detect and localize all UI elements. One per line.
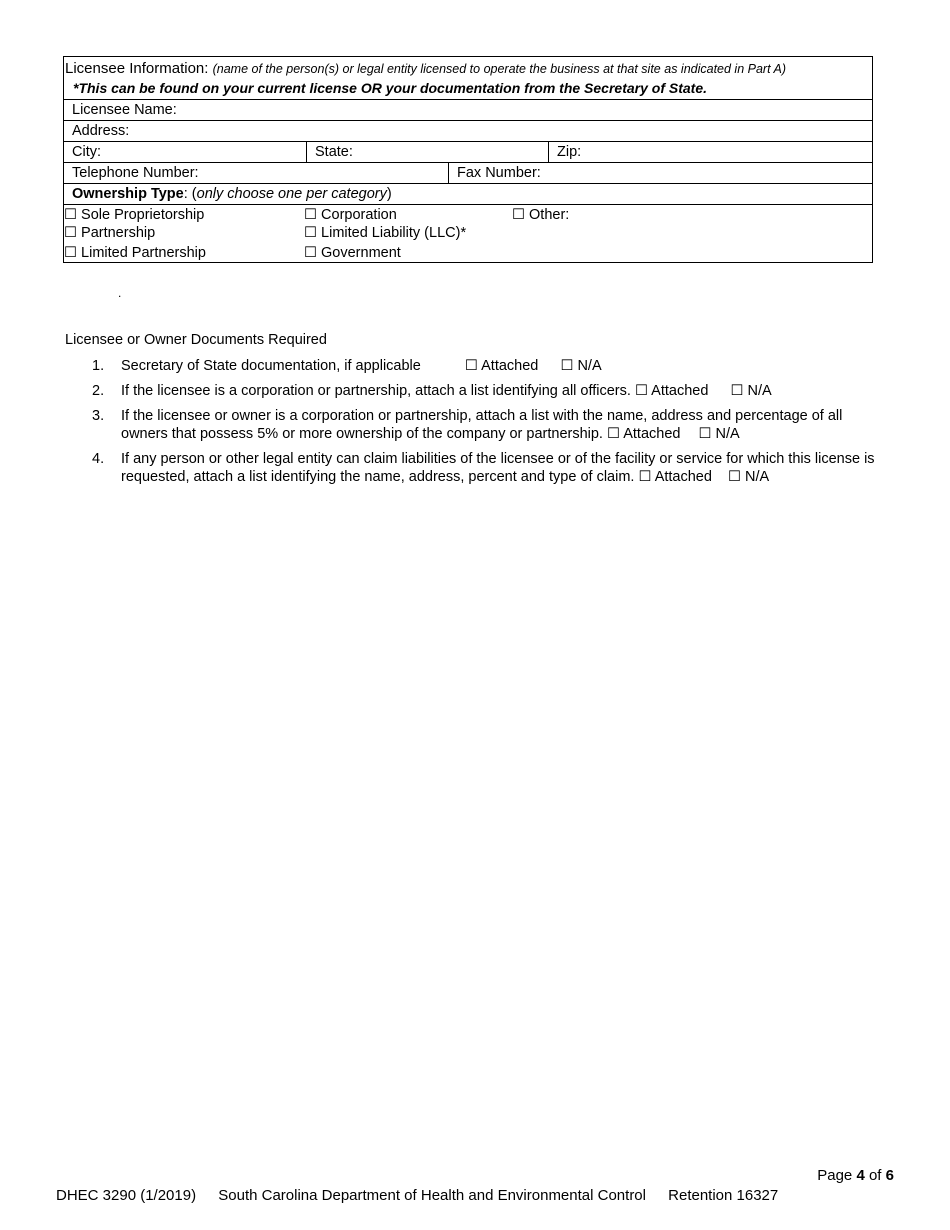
option-corporation[interactable]: ☐ Corporation (304, 207, 397, 223)
option-government[interactable]: ☐ Government (304, 245, 401, 261)
licensee-header (64, 57, 872, 99)
option-other[interactable]: ☐ Other: (512, 207, 570, 223)
item-number: 2. (92, 383, 105, 399)
na-checkbox[interactable]: ☐ N/A (698, 426, 740, 442)
zip-field[interactable] (548, 142, 872, 162)
attached-checkbox[interactable]: ☐ Attached (464, 358, 539, 374)
retention-code: Retention 16327 (668, 1187, 779, 1204)
agency-name: South Carolina Department of Health and Environmental Control (218, 1187, 646, 1204)
document-item-4 (90, 450, 890, 486)
state-label: State: (315, 144, 353, 160)
state-field[interactable] (306, 142, 548, 162)
form-id: DHEC 3290 (1/2019) (56, 1187, 197, 1204)
page-footer (56, 1187, 796, 1204)
ownership-options (64, 204, 872, 262)
item-number: 1. (92, 358, 105, 374)
page-indicator (817, 1167, 894, 1184)
page-prefix: Page (817, 1167, 853, 1184)
telephone-label: Telephone Number: (72, 165, 199, 181)
documents-title: Licensee or Owner Documents Required (65, 332, 327, 348)
item-text: If any person or other legal entity can claim liabilities of the licensee or of the facility or service for which this license is requested, attach a list identifying the name, address, percent and type of claim. (121, 451, 875, 485)
zip-label: Zip: (557, 144, 582, 160)
city-state-zip-row (64, 141, 872, 162)
licensee-name-row[interactable] (64, 99, 872, 120)
option-sole-proprietorship[interactable]: ☐ Sole Proprietorship (64, 207, 205, 223)
document-item-2 (90, 382, 890, 400)
document-item-3 (90, 407, 890, 443)
found-note: *This can be found on your current license OR your documentation from the Secretary of State. (73, 80, 707, 96)
attached-checkbox[interactable]: ☐ Attached (634, 383, 709, 399)
na-checkbox[interactable]: ☐ N/A (560, 358, 602, 374)
item-number: 3. (92, 408, 105, 424)
page-of: of (868, 1167, 882, 1184)
telephone-fax-row (64, 162, 872, 183)
licensee-heading: Licensee Information: (65, 60, 209, 77)
city-label: City: (72, 144, 101, 160)
attached-checkbox[interactable]: ☐ Attached (607, 426, 681, 442)
page-current: 4 (856, 1167, 865, 1184)
page-total: 6 (885, 1167, 894, 1184)
option-limited-partnership[interactable]: ☐ Limited Partnership (64, 245, 206, 261)
item-number: 4. (92, 451, 105, 467)
address-label: Address: (72, 123, 130, 139)
document-item-1 (90, 357, 890, 375)
option-limited-liability[interactable]: ☐ Limited Liability (LLC)* (304, 225, 467, 241)
fax-field[interactable] (448, 163, 872, 183)
licensee-heading-note: (name of the person(s) or legal entity licensed to operate the business at that site as indicated in Part A) (212, 62, 787, 76)
ownership-type-label: Ownership Type (72, 186, 184, 202)
telephone-field[interactable] (64, 163, 448, 183)
city-field[interactable] (64, 142, 306, 162)
na-checkbox[interactable]: ☐ N/A (730, 383, 772, 399)
item-text: If the licensee or owner is a corporation or partnership, attach a list with the name, address and percentage of all owners that possess 5% or more ownership of the company or partnership. (121, 408, 843, 442)
licensee-name-label: Licensee Name: (72, 102, 177, 118)
licensee-information-table (63, 56, 873, 263)
documents-list (90, 357, 890, 493)
item-text: Secretary of State documentation, if applicable (121, 358, 421, 374)
ownership-type-note: only choose one per category (196, 186, 387, 202)
option-partnership[interactable]: ☐ Partnership (64, 225, 156, 241)
item-text: If the licensee is a corporation or partnership, attach a list identifying all officers. (121, 383, 631, 399)
ownership-type-row: Ownership Type: (only choose one per category) (64, 183, 872, 204)
address-row[interactable] (64, 120, 872, 141)
fax-label: Fax Number: (457, 165, 541, 181)
stray-mark: . (118, 286, 122, 300)
na-checkbox[interactable]: ☐ N/A (728, 469, 770, 485)
attached-checkbox[interactable]: ☐ Attached (638, 469, 712, 485)
